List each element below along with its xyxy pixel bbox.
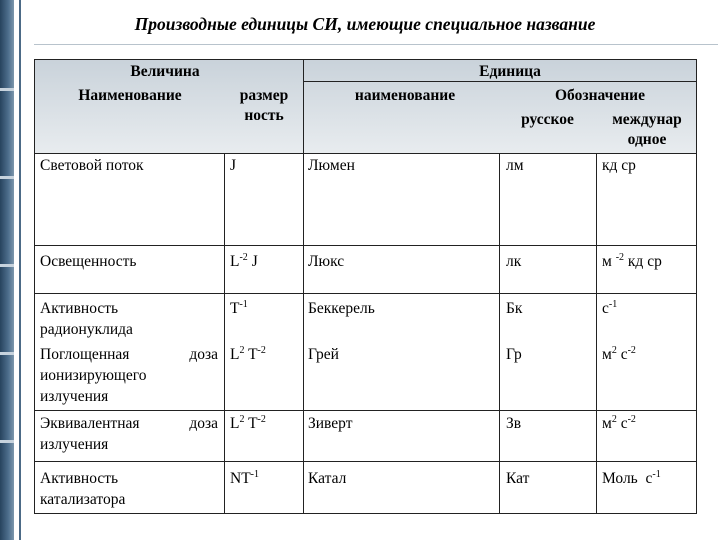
row5-dim: $L^2$ $T^{-2}$: [230, 413, 266, 432]
row5-name-line2: излучения: [40, 436, 109, 453]
header-name: Наименование: [78, 87, 182, 104]
row3-unit: Беккерель: [308, 300, 375, 317]
left-decor-line: [19, 0, 21, 540]
left-decor-bar: [0, 0, 14, 540]
header-russian: русское: [521, 111, 574, 128]
row5-ru: Зв: [506, 415, 522, 432]
row3-ru: Бк: [506, 300, 523, 317]
row4-unit: Грей: [308, 346, 339, 363]
row6-name-line1: Активность: [40, 470, 119, 487]
header-unit: Единица: [479, 63, 541, 80]
header-unit-name: наименование: [354, 87, 456, 104]
header-international: междунар одное: [612, 111, 682, 148]
row3-dim: $T^{-1}$: [230, 298, 248, 317]
row4-ru: Гр: [506, 346, 522, 363]
header-dimension: размер ность: [239, 87, 289, 124]
row6-dim: $NT^{-1}$: [230, 468, 260, 487]
row4-dim: $L^2$ $T^{-2}$: [230, 344, 266, 363]
row1-name: Световой поток: [40, 157, 144, 174]
row2-dim: $L^{-2}$ J: [230, 251, 258, 270]
row2-name: Освещенность: [40, 253, 137, 270]
row6-intl: Моль $с^{-1}$: [602, 468, 661, 487]
row3-intl: $с^{-1}$: [602, 298, 618, 317]
row1-ru: лм: [506, 157, 524, 174]
page-title: Производные единицы СИ, имеющие специальное название: [134, 14, 596, 34]
row1-intl: кд ср: [602, 157, 636, 174]
title-divider: [34, 44, 718, 45]
row5-name-line1: Эквивалентная доза: [40, 415, 218, 432]
row4-name-line2: ионизирующего: [40, 367, 147, 384]
row2-intl: м $^{-2}$ кд ср: [602, 251, 662, 270]
row5-unit: Зиверт: [308, 415, 353, 432]
row4-intl: $м^2$ $с^{-2}$: [602, 344, 636, 363]
row5-intl: $м^2$ $с^{-2}$: [602, 413, 636, 432]
row2-ru: лк: [506, 253, 522, 270]
row3-name-line2: радионуклида: [40, 321, 133, 338]
header-quantity: Величина: [130, 63, 200, 80]
row4-name-line3: излучения: [40, 388, 109, 405]
row2-unit: Люкс: [308, 253, 345, 270]
row6-name-line2: катализатора: [40, 491, 126, 508]
row1-unit: Люмен: [308, 157, 355, 174]
row6-ru: Кат: [506, 470, 530, 487]
row6-unit: Катал: [308, 470, 347, 487]
header-designation: Обозначение: [554, 87, 645, 104]
row4-name-line1: Поглощенная доза: [40, 346, 218, 363]
row3-name-line1: Активность: [40, 300, 119, 317]
row1-dim: J: [230, 157, 237, 174]
